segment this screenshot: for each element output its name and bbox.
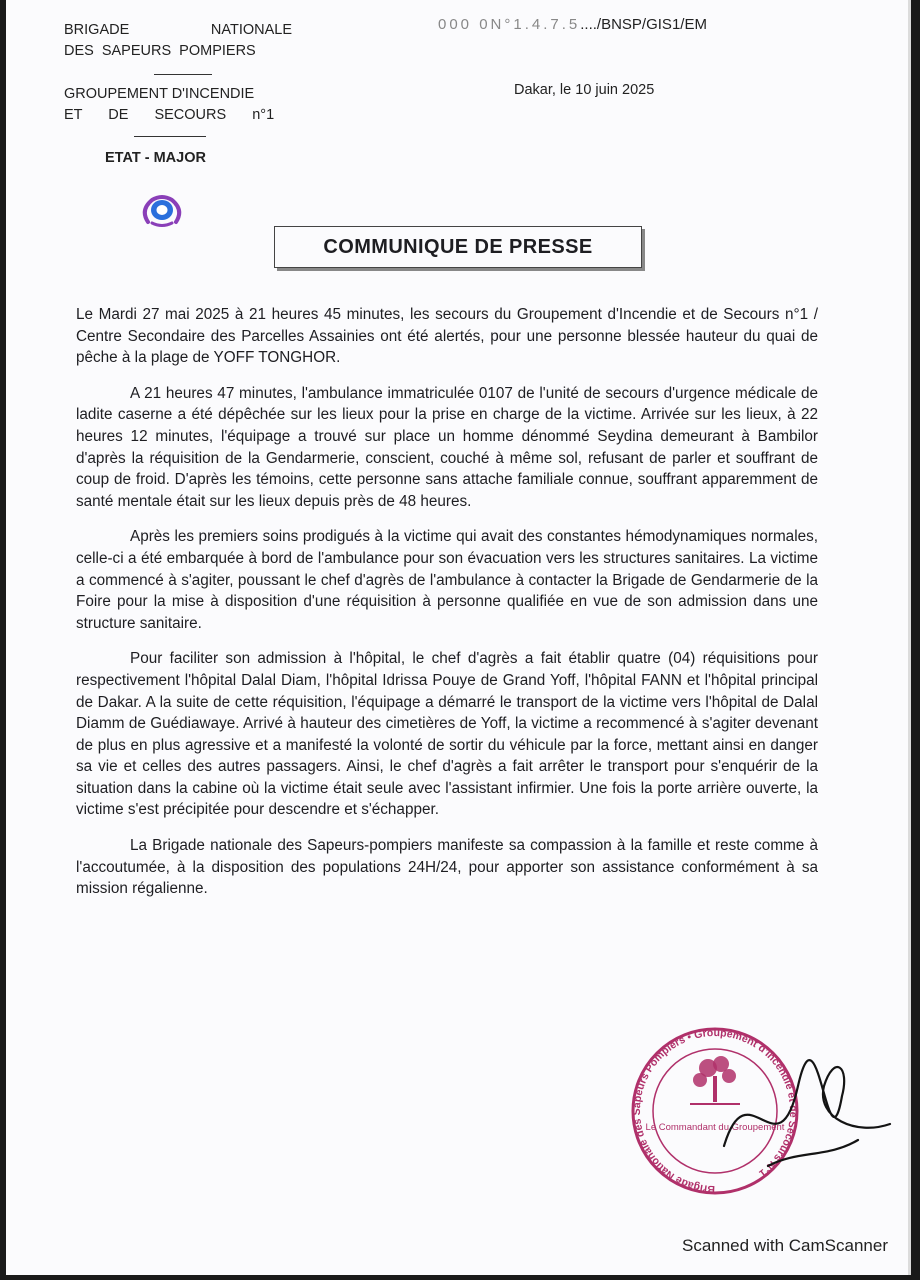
document-body	[76, 304, 818, 914]
header-brigade: BRIGADE	[64, 22, 130, 38]
paragraph-1: Le Mardi 27 mai 2025 à 21 heures 45 minutes, les secours du Groupement d'Incendie et de Secours n°1 / Centre Secondaire des Parcelles Assainies ont été alertés, pour une personne blessée hauteur du quai de pêche à la plage de YOFF TONGHOR.	[76, 306, 818, 367]
reference-stamped-number: 000 0N°1.4.7.5	[438, 16, 581, 33]
header-line-1	[64, 20, 292, 41]
reference-suffix: ..../BNSP/GIS1/EM	[580, 16, 707, 33]
header-line-2: DES SAPEURS POMPIERS	[64, 43, 256, 59]
paragraph-4: Pour faciliter son admission à l'hôpital, le chef d'agrès a fait établir quatre (04) réquisitions pour respectivement l'hôpital Dalal Diam, l'hôpital Idrissa Pouye de Grand Yoff, l'hôpital FANN et l'hôpital principal de Dakar. A la suite de cette réquisition, l'équipage a démarré le transport de la victime vers l'hôpital de Dalal Diamm de Guédiawaye. Arrivé à hauteur des cimetières de Yoff, la victime a recommencé à s'agiter devenant de plus en plus agressive et a manifesté la volonté de sortir du véhicule par la force, mettant ainsi en danger sa vie et celles des autres passagers. Ainsi, le chef d'agrès a fait arrêter le transport pour s'enquérir de la situation dans la cabine où la victime était seule avec l'assistant infirmier. Une fois la porte arrière ouverte, la victime s'est précipitée pour descendre et s'échapper.	[76, 650, 818, 819]
paragraph-3: Après les premiers soins prodigués à la victime qui avait des constantes hémodynamiques normales, celle-ci a été embarquée à bord de l'ambulance pour son évacuation vers les structures sanitaires. La victime a commencé à s'agiter, poussant le chef d'agrès de l'ambulance à contacter la Brigade de Gendarmerie de la Foire pour la mise à disposition d'une réquisition à personne qualifiée en vue de son admission dans une structure sanitaire.	[76, 528, 818, 632]
header-nationale: NATIONALE	[210, 22, 292, 38]
official-stamp	[628, 1026, 900, 1216]
handwritten-signature	[724, 1060, 890, 1166]
paragraph-5: La Brigade nationale des Sapeurs-pompiers manifeste sa compassion à la famille et reste comme à l'accoutumée, à la disposition des populations 24H/24, pour apporter son assistance conformément à sa mission régalienne.	[76, 837, 818, 898]
document-page	[6, 0, 911, 1275]
stamp-tree-emblem	[690, 1056, 740, 1104]
stamp-ring-text: Brigade Nationale des Sapeurs Pompiers • Groupement d'Incendie et de Secours N°1	[630, 1026, 800, 1196]
header-line-3: GROUPEMENT D'INCENDIE	[64, 86, 255, 102]
place-date: Dakar, le 10 juin 2025	[514, 82, 655, 98]
brigade-emblem-icon	[138, 192, 186, 228]
header-separator-2	[134, 136, 206, 137]
page-title: COMMUNIQUE DE PRESSE	[274, 226, 642, 268]
header-etat-major: ETAT - MAJOR	[105, 150, 206, 166]
reference-number	[438, 14, 707, 35]
header-line-4: ET DE SECOURS n°1	[64, 107, 275, 123]
paragraph-2: A 21 heures 47 minutes, l'ambulance immatriculée 0107 de l'unité de secours d'urgence médicale de ladite caserne a été dépêchée sur les lieux pour la prise en charge de la victime. Arrivée sur les lieux, à 22 heures 12 minutes, l'équipage a trouvé sur place un homme dénommé Seydina demeurant à Bambilor d'après la réquisition de la Gendarmerie, conscient, couché à même sol, refusant de parler et souffrant de coup de froid. D'après les témoins, cette personne sans attache familiale connue, souffrant apparemment de santé mentale était sur les lieux depuis près de 48 heures.	[76, 384, 818, 510]
stamp-inner-text: Le Commandant du Groupement	[645, 1122, 785, 1133]
camscanner-watermark: Scanned with CamScanner	[681, 1236, 888, 1255]
header-separator-1	[154, 74, 212, 75]
stamp-ring	[631, 1027, 799, 1195]
